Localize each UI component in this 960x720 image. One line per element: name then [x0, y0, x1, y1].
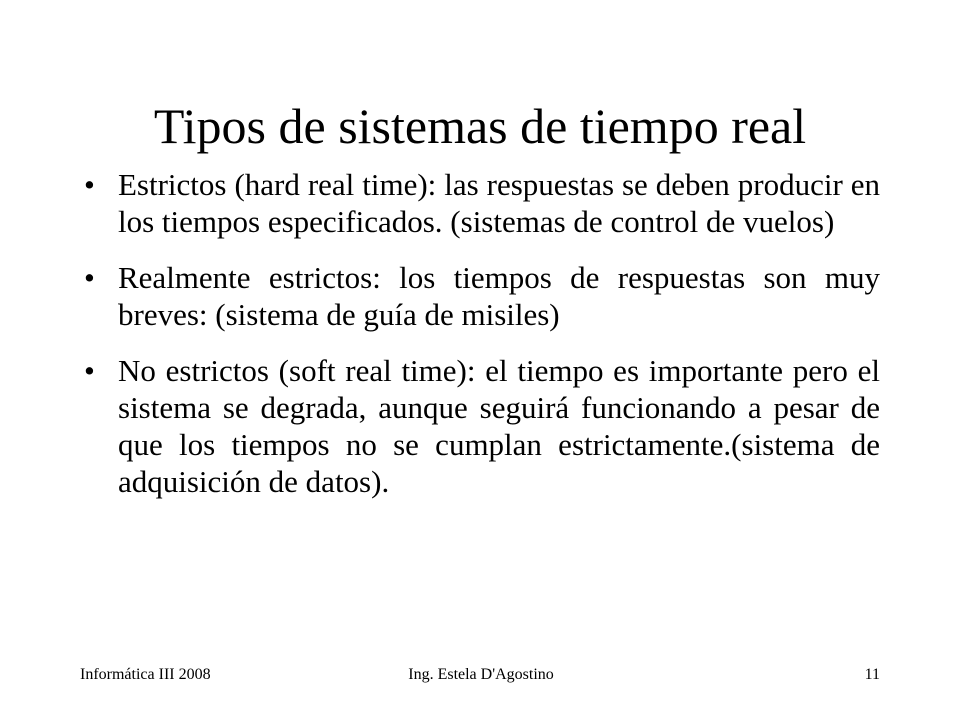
- bullet-icon: •: [84, 167, 95, 202]
- bullet-list: [80, 166, 880, 519]
- footer-page-number: 11: [864, 666, 880, 683]
- bullet-item: [80, 259, 880, 333]
- bullet-item: [80, 352, 880, 500]
- bullet-item: [80, 166, 880, 240]
- footer-course: Informática III 2008: [80, 666, 211, 683]
- footer-author: Ing. Estela D'Agostino: [408, 666, 554, 683]
- bullet-text: Estrictos (hard real time): las respuestas se deben producir en los tiempos especificados. (sistemas de control de vuelos): [118, 167, 880, 239]
- bullet-text: Realmente estrictos: los tiempos de respuestas son muy breves: (sistema de guía de misiles): [118, 260, 880, 332]
- bullet-text: No estrictos (soft real time): el tiempo es importante pero el sistema se degrada, aunque seguirá funcionando a pesar de que los tiempos no se cumplan estrictamente.(sistema de adquisición de datos).: [118, 353, 880, 499]
- slide-title: Tipos de sistemas de tiempo real: [153, 98, 807, 154]
- bullet-icon: •: [84, 260, 95, 295]
- bullet-icon: •: [84, 353, 95, 388]
